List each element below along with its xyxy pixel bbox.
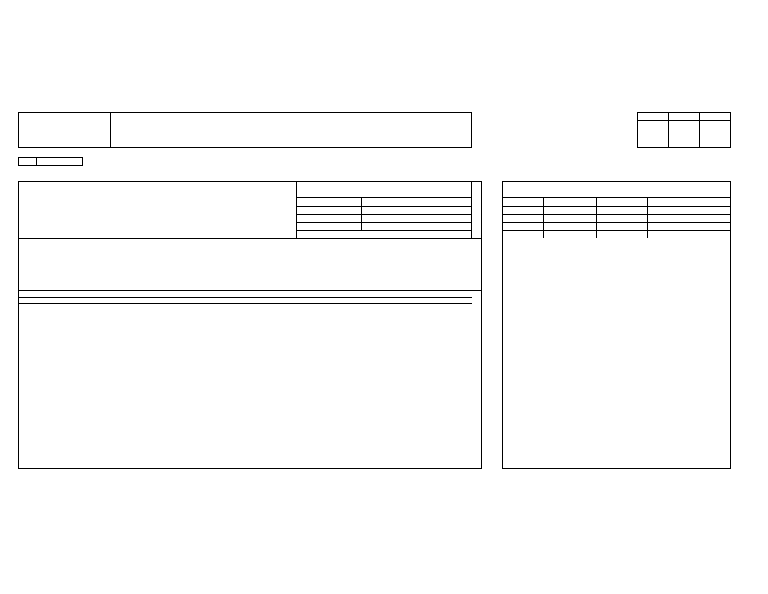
approval-box — [637, 112, 731, 148]
header-box — [18, 112, 472, 148]
year-field[interactable] — [18, 157, 83, 166]
change-control-box — [502, 181, 731, 469]
header-divider — [110, 112, 111, 148]
